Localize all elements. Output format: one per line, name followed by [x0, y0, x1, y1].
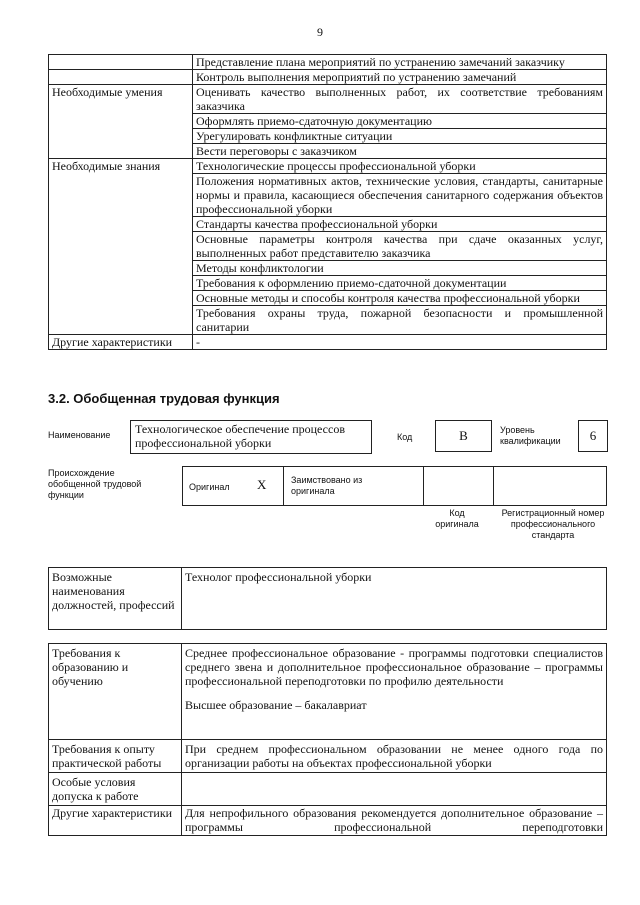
table-row: [49, 159, 607, 174]
table-cell: Контроль выполнения мероприятий по устранению замечаний: [193, 70, 607, 85]
function-code-value: B: [435, 420, 492, 452]
original-label: Оригинал: [189, 482, 230, 492]
positions-table: [48, 567, 607, 630]
table-cell: Оценивать качество выполненных работ, их соответствие требованиям заказчика: [193, 85, 607, 114]
borrowed-label: Заимствовано из оригинала: [291, 475, 363, 496]
table-cell: -: [193, 335, 607, 350]
code-label: Код: [397, 432, 413, 442]
table-cell: Урегулировать конфликтные ситуации: [193, 129, 607, 144]
table-row: [49, 644, 607, 740]
row-label: Возможные наименования должностей, профессий: [49, 568, 182, 630]
code-caption: Код оригинала: [435, 508, 479, 529]
row-label: Другие характеристики: [49, 335, 193, 350]
paragraph: Среднее профессиональное образование - программы подготовки специалистов среднего звена и дополнительное профессиональное образование – программы профессиональной переподготовки по профилю деятельности: [185, 646, 603, 688]
table-cell: Технологические процессы профессиональной уборки: [193, 159, 607, 174]
page-number: 9: [317, 25, 323, 39]
original-mark: X: [257, 477, 267, 492]
name-label: Наименование: [48, 430, 111, 440]
divider: [493, 467, 494, 505]
table-row: [49, 773, 607, 806]
table-row: [49, 55, 607, 70]
table-cell: При среднем профессиональном образовании не менее одного года по организации работы на объектах профессиональной уборки: [182, 740, 607, 773]
row-label: Другие характеристики: [49, 806, 182, 836]
table-cell: Стандарты качества профессиональной уборки: [193, 217, 607, 232]
table-cell: Представление плана мероприятий по устранению замечаний заказчику: [193, 55, 607, 70]
function-name-value: Технологическое обеспечение процессов профессиональной уборки: [130, 420, 372, 454]
row-label: Требования к образованию и обучению: [49, 644, 182, 740]
table-cell: Оформлять приемо-сдаточную документацию: [193, 114, 607, 129]
qualification-level-value: 6: [578, 420, 608, 452]
table-cell: Основные параметры контроля качества при сдаче оказанных услуг, выполненных работ представителю заказчика: [193, 232, 607, 261]
table-row: [49, 740, 607, 773]
row-label: [49, 55, 193, 70]
row-label: Особые условия допуска к работе: [49, 773, 182, 806]
table-row: [49, 70, 607, 85]
table-cell: Методы конфликтологии: [193, 261, 607, 276]
table-cell: Требования охраны труда, пожарной безопасности и промышленной санитарии: [193, 306, 607, 335]
level-label: Уровень квалификации: [500, 425, 561, 446]
table-cell: Требования к оформлению приемо-сдаточной документации: [193, 276, 607, 291]
skills-knowledge-table: [48, 54, 607, 350]
table-cell: Технолог профессиональной уборки: [182, 568, 607, 630]
table-row: [49, 335, 607, 350]
table-row: [49, 806, 607, 836]
reg-number-caption: Регистрационный номер профессионального стандарта: [501, 508, 605, 540]
table-cell: [182, 773, 607, 806]
origin-box: [182, 466, 607, 506]
row-label: Необходимые знания: [49, 159, 193, 335]
row-label: Необходимые умения: [49, 85, 193, 159]
section-heading: 3.2. Обобщенная трудовая функция: [48, 391, 280, 406]
table-cell: Вести переговоры с заказчиком: [193, 144, 607, 159]
divider: [283, 467, 284, 505]
divider: [423, 467, 424, 505]
row-label: Требования к опыту практической работы: [49, 740, 182, 773]
table-cell: [182, 644, 607, 740]
origin-label: Происхождение обобщенной трудовой функции: [48, 468, 142, 500]
table-cell: Положения нормативных актов, технические условия, стандарты, санитарные нормы и правила, касающиеся обеспечения санитарного содержания объектов профессиональной уборки: [193, 174, 607, 217]
table-cell: Для непрофильного образования рекомендуется дополнительное образование – программы профессиональной переподготовки: [182, 806, 607, 836]
requirements-table: [48, 643, 607, 836]
table-row: [49, 85, 607, 114]
table-cell: Основные методы и способы контроля качества профессиональной уборки: [193, 291, 607, 306]
paragraph: Высшее образование – бакалавриат: [185, 698, 367, 712]
table-row: [49, 568, 607, 630]
